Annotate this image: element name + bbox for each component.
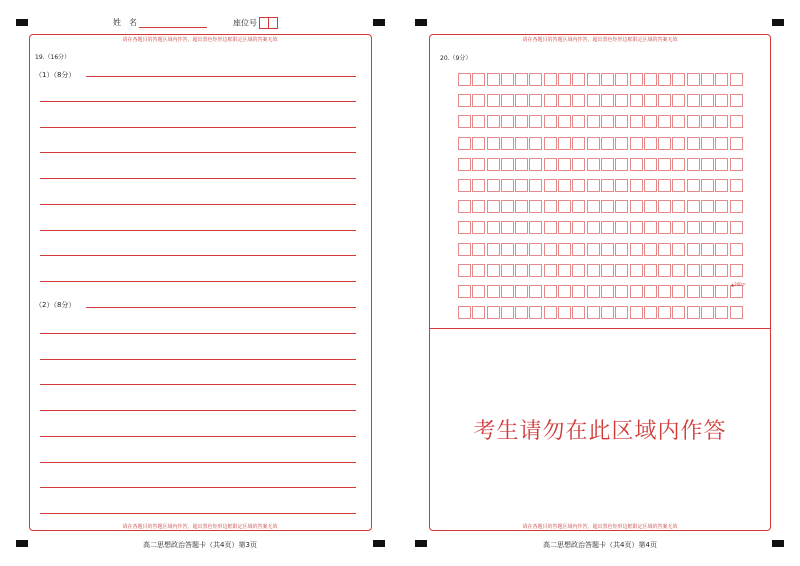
grid-cell[interactable]	[615, 115, 628, 128]
grid-cell[interactable]	[672, 200, 685, 213]
name-field[interactable]	[113, 17, 207, 28]
registration-mark	[16, 540, 28, 547]
grid-cell[interactable]	[529, 221, 542, 234]
grid-cell[interactable]	[687, 73, 700, 86]
grid-cell[interactable]	[644, 243, 657, 256]
grid-row	[458, 73, 744, 86]
grid-cell[interactable]	[672, 94, 685, 107]
grid-cell[interactable]	[658, 94, 671, 107]
grid-cell[interactable]	[572, 115, 585, 128]
grid-cell[interactable]	[458, 115, 471, 128]
grid-cell[interactable]	[572, 306, 585, 319]
grid-cell[interactable]	[458, 179, 471, 192]
grid-cell[interactable]	[601, 221, 614, 234]
grid-cell[interactable]	[572, 73, 585, 86]
grid-cell[interactable]	[515, 200, 528, 213]
grid-row	[458, 200, 744, 213]
grid-cell[interactable]	[472, 158, 485, 171]
grid-cell[interactable]	[587, 94, 600, 107]
word-count-mark: ▲200字	[731, 282, 746, 287]
grid-cell[interactable]	[687, 179, 700, 192]
grid-cell[interactable]	[515, 137, 528, 150]
answer-line	[40, 436, 356, 437]
grid-cell[interactable]	[601, 306, 614, 319]
grid-cell[interactable]	[630, 306, 643, 319]
grid-row	[458, 115, 744, 128]
grid-cell[interactable]	[730, 264, 743, 277]
answer-line	[40, 487, 356, 488]
grid-cell[interactable]	[630, 285, 643, 298]
name-label: 姓 名	[113, 18, 137, 27]
grid-cell[interactable]	[687, 264, 700, 277]
grid-cell[interactable]	[587, 200, 600, 213]
answer-line	[40, 384, 356, 385]
left-page-footer: 高二思想政治答题卡（共4页）第3页	[143, 541, 257, 549]
grid-cell[interactable]	[544, 285, 557, 298]
grid-cell[interactable]	[630, 221, 643, 234]
grid-cell[interactable]	[630, 264, 643, 277]
grid-cell[interactable]	[515, 158, 528, 171]
seat-box	[268, 17, 278, 29]
grid-cell[interactable]	[458, 243, 471, 256]
grid-cell[interactable]	[472, 179, 485, 192]
answer-line	[40, 101, 356, 102]
grid-cell[interactable]	[715, 285, 728, 298]
grid-cell[interactable]	[715, 73, 728, 86]
grid-cell[interactable]	[601, 179, 614, 192]
grid-cell[interactable]	[630, 73, 643, 86]
grid-cell[interactable]	[630, 200, 643, 213]
registration-mark	[16, 19, 28, 26]
grid-cell[interactable]	[572, 243, 585, 256]
grid-cell[interactable]	[730, 137, 743, 150]
grid-cell[interactable]	[572, 137, 585, 150]
grid-cell[interactable]	[672, 306, 685, 319]
answer-line	[40, 462, 356, 463]
grid-cell[interactable]	[572, 264, 585, 277]
grid-cell[interactable]	[515, 306, 528, 319]
grid-cell[interactable]	[558, 221, 571, 234]
right-answer-panel	[429, 34, 771, 531]
part2-label: （2）（8分）	[35, 301, 76, 309]
grid-cell[interactable]	[730, 179, 743, 192]
grid-cell[interactable]	[515, 264, 528, 277]
answer-line	[40, 230, 356, 231]
grid-cell[interactable]	[487, 221, 500, 234]
grid-cell[interactable]	[458, 285, 471, 298]
grid-cell[interactable]	[615, 200, 628, 213]
grid-cell[interactable]	[601, 264, 614, 277]
grid-cell[interactable]	[701, 137, 714, 150]
grid-cell[interactable]	[472, 73, 485, 86]
grid-cell[interactable]	[515, 73, 528, 86]
grid-cell[interactable]	[472, 94, 485, 107]
grid-cell[interactable]	[529, 243, 542, 256]
grid-cell[interactable]	[501, 264, 514, 277]
grid-cell[interactable]	[701, 243, 714, 256]
grid-cell[interactable]	[587, 115, 600, 128]
answer-line	[40, 204, 356, 205]
grid-cell[interactable]	[644, 285, 657, 298]
grid-cell[interactable]	[730, 94, 743, 107]
grid-cell[interactable]	[644, 306, 657, 319]
grid-cell[interactable]	[615, 158, 628, 171]
grid-cell[interactable]	[572, 158, 585, 171]
grid-cell[interactable]	[501, 306, 514, 319]
name-underline	[139, 19, 207, 28]
grid-cell[interactable]	[501, 243, 514, 256]
grid-cell[interactable]	[615, 73, 628, 86]
question-19-title: 19.（16分）	[35, 54, 71, 61]
grid-cell[interactable]	[715, 200, 728, 213]
grid-cell[interactable]	[658, 200, 671, 213]
grid-cell[interactable]	[529, 94, 542, 107]
grid-cell[interactable]	[544, 200, 557, 213]
grid-cell[interactable]	[529, 200, 542, 213]
grid-cell[interactable]	[658, 73, 671, 86]
grid-cell[interactable]	[701, 94, 714, 107]
grid-row	[458, 243, 744, 256]
grid-cell[interactable]	[558, 243, 571, 256]
grid-cell[interactable]	[644, 73, 657, 86]
grid-cell[interactable]	[601, 94, 614, 107]
grid-cell[interactable]	[701, 115, 714, 128]
grid-cell[interactable]	[587, 264, 600, 277]
grid-cell[interactable]	[558, 158, 571, 171]
grid-cell[interactable]	[472, 285, 485, 298]
answer-line	[40, 281, 356, 282]
grid-cell[interactable]	[715, 158, 728, 171]
grid-cell[interactable]	[715, 221, 728, 234]
grid-row	[458, 179, 744, 192]
grid-cell[interactable]	[644, 200, 657, 213]
grid-cell[interactable]	[615, 285, 628, 298]
grid-cell[interactable]	[601, 73, 614, 86]
grid-cell[interactable]	[458, 73, 471, 86]
grid-cell[interactable]	[544, 179, 557, 192]
grid-cell[interactable]	[458, 94, 471, 107]
grid-cell[interactable]	[687, 221, 700, 234]
grid-cell[interactable]	[587, 158, 600, 171]
grid-cell[interactable]	[730, 158, 743, 171]
grid-cell[interactable]	[644, 221, 657, 234]
grid-cell[interactable]	[658, 306, 671, 319]
grid-cell[interactable]	[572, 179, 585, 192]
top-notice: 请在各题目的答题区域内作答，超出黑色矩形边框限定区域的答案无效	[522, 37, 678, 43]
grid-cell[interactable]	[701, 158, 714, 171]
grid-cell[interactable]	[630, 115, 643, 128]
grid-cell[interactable]	[644, 264, 657, 277]
grid-cell[interactable]	[715, 94, 728, 107]
grid-cell[interactable]	[687, 243, 700, 256]
grid-cell[interactable]	[658, 221, 671, 234]
grid-cell[interactable]	[544, 115, 557, 128]
grid-cell[interactable]	[687, 200, 700, 213]
grid-cell[interactable]	[672, 243, 685, 256]
left-answer-panel	[29, 34, 372, 531]
grid-cell[interactable]	[472, 200, 485, 213]
restricted-area-divider	[430, 328, 770, 329]
grid-cell[interactable]	[615, 264, 628, 277]
grid-cell[interactable]	[558, 115, 571, 128]
grid-cell[interactable]	[630, 137, 643, 150]
grid-cell[interactable]	[458, 200, 471, 213]
grid-cell[interactable]	[701, 264, 714, 277]
grid-cell[interactable]	[458, 137, 471, 150]
grid-cell[interactable]	[630, 94, 643, 107]
grid-cell[interactable]	[601, 137, 614, 150]
grid-cell[interactable]	[644, 94, 657, 107]
grid-cell[interactable]	[544, 221, 557, 234]
grid-cell[interactable]	[544, 306, 557, 319]
registration-mark	[415, 19, 427, 26]
grid-cell[interactable]	[601, 200, 614, 213]
grid-cell[interactable]	[558, 137, 571, 150]
answer-line	[40, 410, 356, 411]
grid-row	[458, 158, 744, 171]
grid-cell[interactable]	[529, 264, 542, 277]
grid-cell[interactable]	[701, 221, 714, 234]
grid-cell[interactable]	[730, 200, 743, 213]
grid-cell[interactable]	[672, 264, 685, 277]
grid-cell[interactable]	[701, 179, 714, 192]
grid-cell[interactable]	[501, 115, 514, 128]
registration-mark	[373, 540, 385, 547]
grid-cell[interactable]	[472, 115, 485, 128]
grid-cell[interactable]	[715, 264, 728, 277]
grid-cell[interactable]	[658, 285, 671, 298]
grid-cell[interactable]	[487, 158, 500, 171]
grid-cell[interactable]	[687, 94, 700, 107]
grid-cell[interactable]	[615, 243, 628, 256]
grid-row	[458, 94, 744, 107]
grid-cell[interactable]	[701, 285, 714, 298]
grid-cell[interactable]	[715, 306, 728, 319]
grid-cell[interactable]	[572, 221, 585, 234]
grid-cell[interactable]	[687, 137, 700, 150]
grid-row	[458, 137, 744, 150]
grid-cell[interactable]	[730, 243, 743, 256]
grid-cell[interactable]	[501, 94, 514, 107]
grid-cell[interactable]	[529, 158, 542, 171]
grid-cell[interactable]	[558, 200, 571, 213]
grid-cell[interactable]	[501, 200, 514, 213]
grid-cell[interactable]	[644, 179, 657, 192]
grid-cell[interactable]	[529, 306, 542, 319]
registration-mark	[772, 19, 784, 26]
grid-cell[interactable]	[658, 179, 671, 192]
grid-cell[interactable]	[458, 306, 471, 319]
grid-cell[interactable]	[630, 179, 643, 192]
answer-line	[86, 307, 356, 308]
grid-cell[interactable]	[515, 179, 528, 192]
grid-cell[interactable]	[730, 115, 743, 128]
grid-cell[interactable]	[630, 158, 643, 171]
restricted-area-text: 考生请勿在此区域内作答	[473, 419, 727, 444]
grid-cell[interactable]	[458, 264, 471, 277]
grid-cell[interactable]	[472, 306, 485, 319]
answer-line	[40, 127, 356, 128]
answer-line	[40, 359, 356, 360]
grid-cell[interactable]	[587, 137, 600, 150]
grid-cell[interactable]	[587, 73, 600, 86]
grid-cell[interactable]	[472, 264, 485, 277]
grid-cell[interactable]	[487, 115, 500, 128]
grid-cell[interactable]	[601, 115, 614, 128]
grid-cell[interactable]	[558, 94, 571, 107]
grid-row	[458, 285, 744, 298]
grid-cell[interactable]	[701, 306, 714, 319]
right-page-footer: 高二思想政治答题卡（共4页）第4页	[543, 541, 657, 549]
grid-cell[interactable]	[672, 285, 685, 298]
grid-cell[interactable]	[658, 243, 671, 256]
question-20-title: 20.（9分）	[440, 55, 472, 62]
grid-cell[interactable]	[658, 115, 671, 128]
answer-line	[40, 178, 356, 179]
grid-cell[interactable]	[687, 158, 700, 171]
registration-mark	[373, 19, 385, 26]
grid-cell[interactable]	[544, 264, 557, 277]
grid-row	[458, 306, 744, 319]
grid-cell[interactable]	[501, 158, 514, 171]
grid-cell[interactable]	[487, 264, 500, 277]
grid-cell[interactable]	[487, 73, 500, 86]
grid-cell[interactable]	[672, 137, 685, 150]
grid-cell[interactable]	[730, 73, 743, 86]
grid-cell[interactable]	[501, 73, 514, 86]
grid-cell[interactable]	[558, 264, 571, 277]
grid-cell[interactable]	[672, 221, 685, 234]
grid-cell[interactable]	[601, 285, 614, 298]
grid-cell[interactable]	[529, 137, 542, 150]
grid-cell[interactable]	[558, 73, 571, 86]
grid-cell[interactable]	[515, 115, 528, 128]
grid-cell[interactable]	[644, 158, 657, 171]
grid-cell[interactable]	[715, 179, 728, 192]
grid-cell[interactable]	[487, 94, 500, 107]
bottom-notice: 请在各题目的答题区域内作答，超出黑色矩形边框限定区域的答案无效	[522, 524, 678, 530]
registration-mark	[772, 540, 784, 547]
grid-cell[interactable]	[472, 221, 485, 234]
grid-cell[interactable]	[658, 137, 671, 150]
grid-cell[interactable]	[615, 137, 628, 150]
grid-cell[interactable]	[644, 137, 657, 150]
grid-cell[interactable]	[487, 200, 500, 213]
grid-cell[interactable]	[587, 221, 600, 234]
grid-row	[458, 264, 744, 277]
grid-cell[interactable]	[572, 94, 585, 107]
grid-cell[interactable]	[601, 243, 614, 256]
grid-cell[interactable]	[644, 115, 657, 128]
grid-cell[interactable]	[501, 285, 514, 298]
answer-line	[86, 76, 356, 77]
grid-cell[interactable]	[529, 73, 542, 86]
grid-cell[interactable]	[687, 306, 700, 319]
grid-cell[interactable]	[501, 221, 514, 234]
grid-cell[interactable]	[601, 158, 614, 171]
grid-cell[interactable]	[672, 73, 685, 86]
grid-cell[interactable]	[487, 285, 500, 298]
grid-cell[interactable]	[615, 179, 628, 192]
grid-cell[interactable]	[458, 158, 471, 171]
answer-line	[40, 255, 356, 256]
grid-cell[interactable]	[587, 179, 600, 192]
grid-cell[interactable]	[658, 158, 671, 171]
grid-cell[interactable]	[672, 115, 685, 128]
grid-cell[interactable]	[715, 137, 728, 150]
grid-cell[interactable]	[544, 243, 557, 256]
grid-cell[interactable]	[487, 179, 500, 192]
grid-cell[interactable]	[558, 306, 571, 319]
grid-cell[interactable]	[487, 306, 500, 319]
grid-cell[interactable]	[730, 306, 743, 319]
grid-cell[interactable]	[687, 115, 700, 128]
grid-cell[interactable]	[658, 264, 671, 277]
grid-cell[interactable]	[544, 94, 557, 107]
answer-line	[40, 152, 356, 153]
grid-cell[interactable]	[558, 285, 571, 298]
grid-cell[interactable]	[672, 158, 685, 171]
grid-cell[interactable]	[630, 243, 643, 256]
grid-cell[interactable]	[529, 285, 542, 298]
answer-line	[40, 333, 356, 334]
grid-cell[interactable]	[515, 243, 528, 256]
top-notice: 请在各题目的答题区域内作答，超出黑色矩形边框限定区域的答案无效	[122, 37, 278, 43]
grid-cell[interactable]	[529, 179, 542, 192]
grid-cell[interactable]	[487, 137, 500, 150]
grid-cell[interactable]	[529, 115, 542, 128]
grid-cell[interactable]	[501, 179, 514, 192]
grid-cell[interactable]	[558, 179, 571, 192]
grid-cell[interactable]	[672, 179, 685, 192]
part1-label: （1）（8分）	[35, 71, 76, 79]
grid-cell[interactable]	[458, 221, 471, 234]
grid-cell[interactable]	[572, 200, 585, 213]
grid-cell[interactable]	[615, 221, 628, 234]
grid-cell[interactable]	[730, 221, 743, 234]
grid-cell[interactable]	[587, 306, 600, 319]
grid-cell[interactable]	[572, 285, 585, 298]
grid-cell[interactable]	[501, 137, 514, 150]
grid-cell[interactable]	[515, 285, 528, 298]
grid-cell[interactable]	[715, 243, 728, 256]
grid-cell[interactable]	[472, 137, 485, 150]
grid-cell[interactable]	[487, 243, 500, 256]
grid-cell[interactable]	[544, 158, 557, 171]
grid-cell[interactable]	[701, 200, 714, 213]
grid-cell[interactable]	[615, 306, 628, 319]
grid-cell[interactable]	[515, 94, 528, 107]
bottom-notice: 请在各题目的答题区域内作答，超出黑色矩形边框限定区域的答案无效	[122, 524, 278, 530]
grid-cell[interactable]	[701, 73, 714, 86]
grid-cell[interactable]	[587, 243, 600, 256]
registration-mark	[415, 540, 427, 547]
grid-cell[interactable]	[615, 94, 628, 107]
grid-cell[interactable]	[544, 137, 557, 150]
grid-cell[interactable]	[587, 285, 600, 298]
answer-line	[40, 513, 356, 514]
seat-number-field[interactable]	[233, 17, 278, 29]
grid-cell[interactable]	[515, 221, 528, 234]
grid-cell[interactable]	[715, 115, 728, 128]
grid-cell[interactable]	[472, 243, 485, 256]
seat-label: 座位号	[233, 18, 257, 28]
grid-cell[interactable]	[687, 285, 700, 298]
grid-row	[458, 221, 744, 234]
grid-cell[interactable]	[544, 73, 557, 86]
